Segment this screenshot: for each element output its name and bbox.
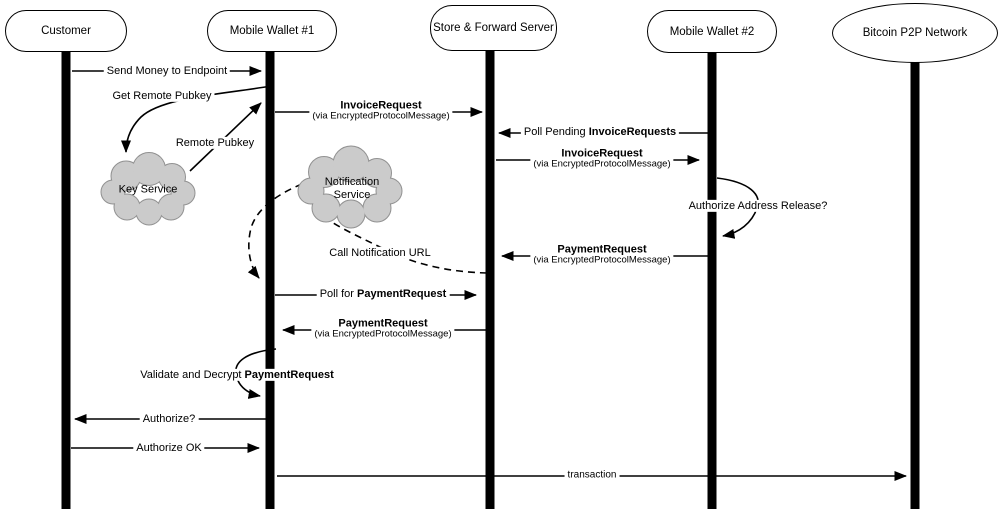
message-poll-pending: Poll Pending InvoiceRequests bbox=[521, 126, 679, 138]
message-get-remote-pubkey: Get Remote Pubkey bbox=[109, 90, 214, 102]
actor-customer-label: Customer bbox=[41, 25, 91, 37]
message-payment-request-to-server: PaymentRequest (via EncryptedProtocolMessage) bbox=[530, 244, 673, 267]
actor-bitcoin-p2p-network-label: Bitcoin P2P Network bbox=[862, 27, 968, 39]
notification-service-label: Notification Service bbox=[324, 175, 380, 201]
actor-mobile-wallet-2 bbox=[647, 10, 777, 53]
message-send-money: Send Money to Endpoint bbox=[104, 65, 230, 77]
lifeline-mobile-wallet-1 bbox=[266, 52, 275, 509]
lifeline-customer bbox=[62, 52, 71, 509]
lifeline-store-forward-server bbox=[486, 50, 495, 509]
actor-mobile-wallet-2-label: Mobile Wallet #2 bbox=[669, 25, 755, 38]
message-authorize-address-release: Authorize Address Release? bbox=[686, 200, 831, 212]
message-call-notification-url: Call Notification URL bbox=[326, 247, 433, 259]
message-invoice-request-2: InvoiceRequest (via EncryptedProtocolMessage) bbox=[530, 148, 673, 171]
key-service-label: Key Service bbox=[118, 183, 178, 196]
message-remote-pubkey: Remote Pubkey bbox=[173, 137, 257, 149]
message-transaction: transaction bbox=[565, 469, 620, 480]
lifeline-mobile-wallet-2 bbox=[708, 53, 717, 509]
message-payment-request-to-wallet1: PaymentRequest (via EncryptedProtocolMessage) bbox=[311, 318, 454, 341]
arrow-notify-wallet1 bbox=[249, 184, 302, 278]
actor-customer bbox=[5, 10, 127, 52]
message-invoice-request-1: InvoiceRequest (via EncryptedProtocolMessage) bbox=[309, 100, 452, 123]
lifeline-bitcoin-p2p-network bbox=[911, 62, 920, 509]
actor-store-forward-server-label: Store & Forward Server bbox=[433, 22, 554, 34]
actor-bitcoin-p2p-network bbox=[832, 3, 998, 63]
actor-mobile-wallet-1 bbox=[207, 10, 337, 52]
actor-store-forward-server bbox=[430, 5, 557, 51]
message-authorize-ok: Authorize OK bbox=[133, 442, 204, 454]
message-validate-decrypt: Validate and Decrypt PaymentRequest bbox=[137, 369, 337, 381]
message-authorize: Authorize? bbox=[140, 413, 199, 425]
message-poll-for-payment-request: Poll for PaymentRequest bbox=[317, 288, 450, 300]
actor-mobile-wallet-1-label: Mobile Wallet #1 bbox=[229, 25, 315, 37]
